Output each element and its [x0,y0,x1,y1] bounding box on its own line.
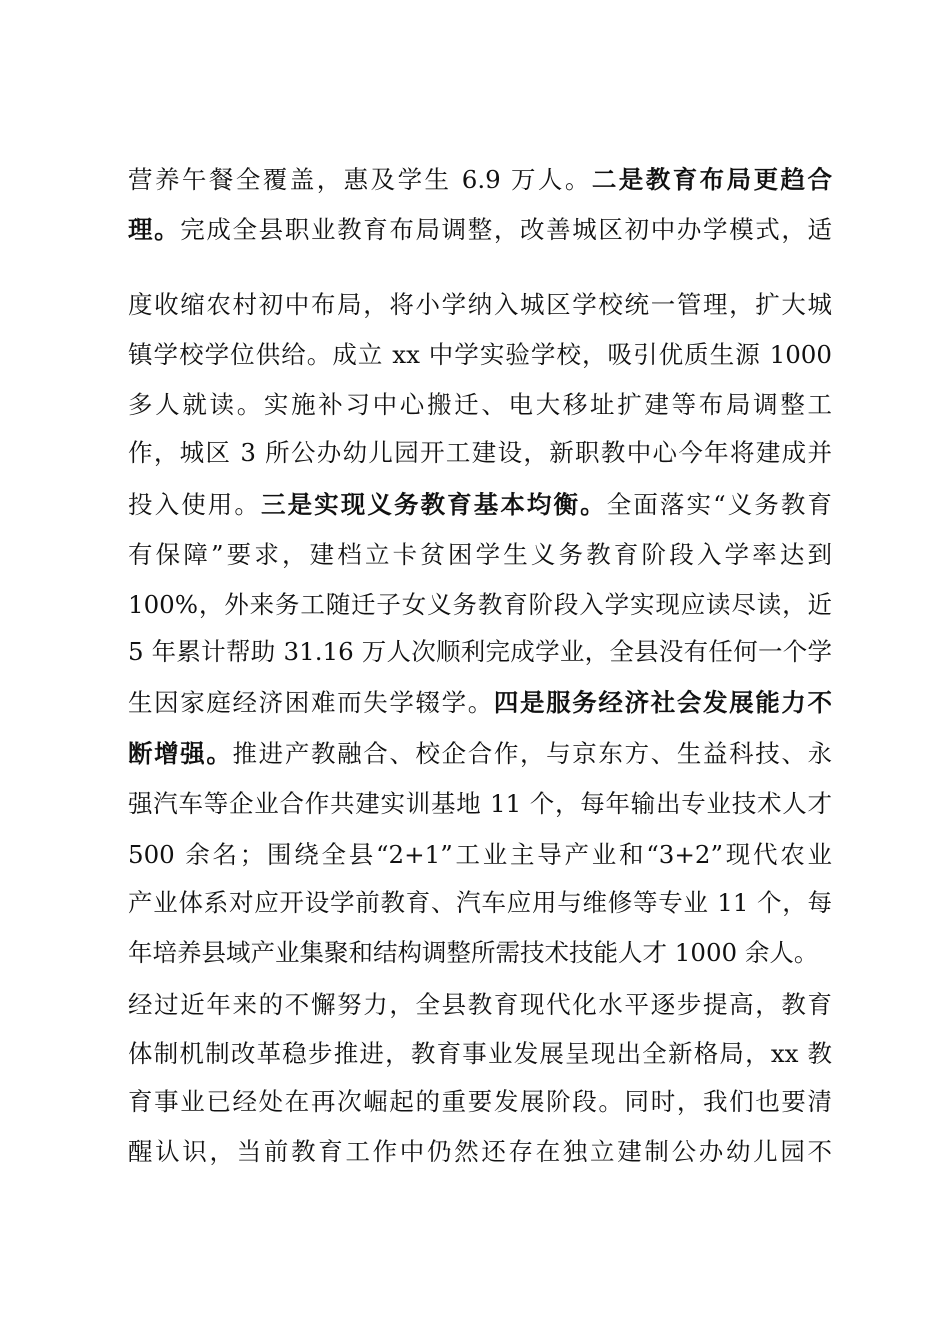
text-run: 体制机制改革稳步推进，教育事业发展呈现出全新格局，xx 教 [128,1039,832,1068]
text-run: 100%，外来务工随迁子女义务教育阶段入学实现应读尽读，近 [128,590,832,619]
text-line [128,1085,832,1119]
text-line [128,838,832,872]
text-run: 5 年累计帮助 31.16 万人次顺利完成学业，全县没有任何一个学 [128,637,832,666]
text-run: 推进产教融合、校企合作，与京东方、生益科技、永 [232,739,833,768]
text-line [128,686,832,720]
bold-heading-run: 理。 [128,215,181,244]
text-run: 产业体系对应开设学前教育、汽车应用与维修等专业 11 个，每 [128,888,832,917]
text-line [128,388,832,422]
text-line [128,213,832,247]
text-run: 育事业已经处在再次崛起的重要发展阶段。同时，我们也要清 [128,1087,832,1116]
text-run: 500 余名；围绕全县“2+1”工业主导产业和“3+2”现代农业 [128,840,832,869]
text-line [128,338,832,372]
text-line [128,538,832,572]
text-line [128,1135,832,1169]
text-line [128,1037,832,1071]
text-line [128,988,832,1022]
text-run: 作，城区 3 所公办幼儿园开工建设，新职教中心今年将建成并 [128,438,832,467]
text-run: 多人就读。实施补习中心搬迁、电大移址扩建等布局调整工 [128,390,832,419]
text-run: 生因家庭经济困难而失学辍学。 [128,688,494,717]
text-run: 有保障”要求，建档立卡贫困学生义务教育阶段入学率达到 [128,540,832,569]
bold-heading-run: 二是教育布局更趋合 [591,165,832,194]
text-run: 完成全县职业教育布局调整，改善城区初中办学模式，适 [180,215,833,244]
text-line [128,936,832,970]
text-run: 度收缩农村初中布局，将小学纳入城区学校统一管理，扩大城 [128,290,832,319]
text-line [128,635,832,669]
bold-heading-run: 三是实现义务教育基本均衡。 [260,490,607,519]
text-run: 年培养县域产业集聚和结构调整所需技术技能人才 1000 余人。 [128,938,819,967]
text-line [128,787,832,821]
text-line [128,737,832,771]
text-line [128,288,832,322]
text-run: 经过近年来的不懈努力，全县教育现代化水平逐步提高，教育 [128,990,832,1019]
text-line [128,163,832,197]
text-line [128,436,832,470]
text-run: 投入使用。 [128,490,261,519]
text-run: 醒认识，当前教育工作中仍然还存在独立建制公办幼儿园不 [128,1137,832,1166]
text-run: 全面落实“义务教育 [606,490,833,519]
text-run: 营养午餐全覆盖，惠及学生 6.9 万人。 [128,165,592,194]
text-line [128,488,832,522]
text-run: 镇学校学位供给。成立 xx 中学实验学校，吸引优质生源 1000 [128,340,832,369]
text-line [128,588,832,622]
bold-heading-run: 四是服务经济社会发展能力不 [493,688,833,717]
text-line [128,886,832,920]
text-run: 强汽车等企业合作共建实训基地 11 个，每年输出专业技术人才 [128,789,832,818]
bold-heading-run: 断增强。 [128,739,233,768]
